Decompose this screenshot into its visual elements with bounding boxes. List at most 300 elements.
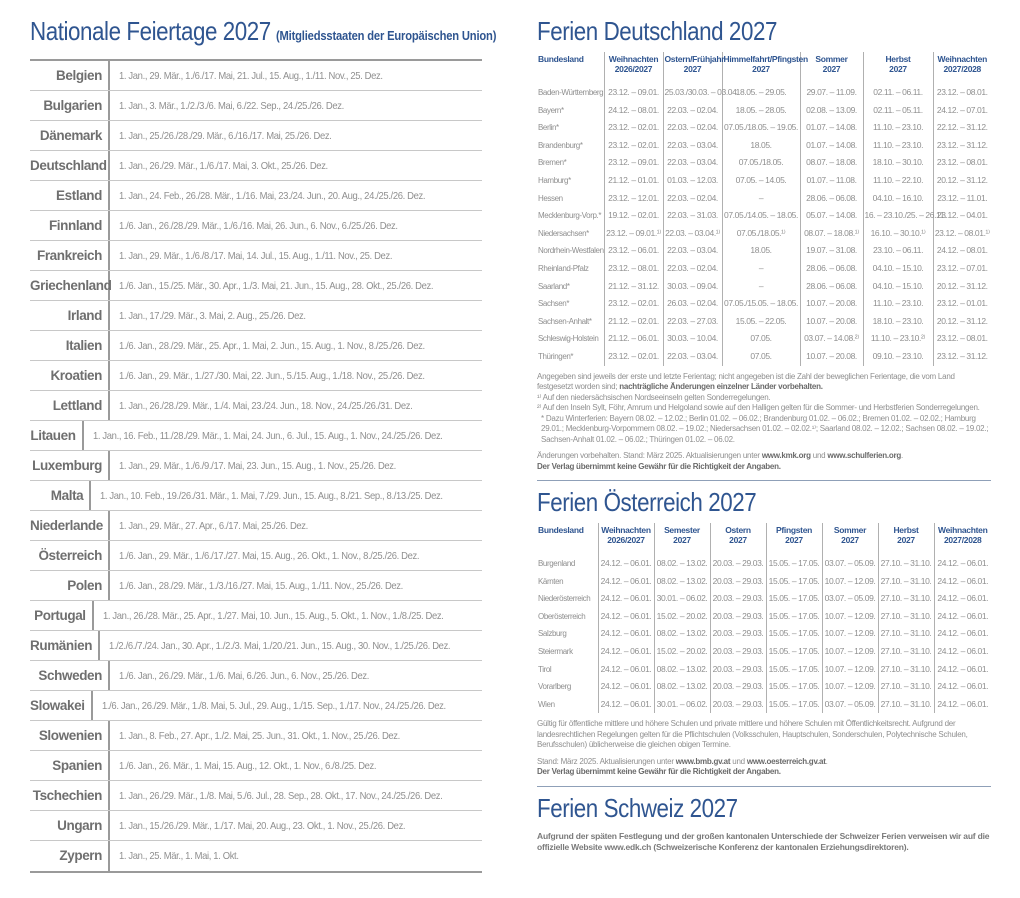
holiday-period: 08.02. – 13.02. [654, 573, 710, 591]
holiday-period: 07.05./18.05. [722, 154, 800, 172]
holiday-period: 21.12. – 01.01. [604, 172, 663, 190]
holiday-period: 23.12. – 02.01. [604, 119, 663, 137]
holiday-period: 10.07. – 12.09. [822, 625, 878, 643]
header-line-2: 2026/2027 [607, 535, 645, 545]
state-name: Berlin* [538, 123, 559, 133]
holiday-period: 28.06. – 06.08. [800, 190, 863, 208]
holiday-period: 24.12. – 06.01. [598, 696, 654, 714]
holiday-period: 02.08. – 13.09. [800, 102, 863, 120]
header-line-2: 2027 [729, 535, 747, 545]
holiday-dates: 1. Jan., 29. Mär., 1./6./9./17. Mai, 23. Jun., 15. Aug., 1. Nov., 25./26. Dez. [119, 460, 396, 472]
holiday-period: 07.05. [722, 348, 800, 366]
schulferien-link[interactable]: www.schulferien.org [827, 451, 901, 460]
state-name: Wien [538, 699, 555, 709]
holiday-period: 10.07. – 20.08. [800, 295, 863, 313]
holiday-period: – [722, 278, 800, 296]
holiday-period: 27.10. – 31.10. [878, 555, 934, 573]
holiday-period: 23.12. – 09.01.¹⁾ [604, 225, 663, 243]
holiday-period: 07.05./18.05. – 19.05. [722, 119, 800, 137]
update-suffix: . [825, 756, 828, 766]
holiday-row [30, 541, 482, 571]
header-line-1: Pfingsten [775, 525, 813, 535]
state-name: Nordrhein-Westfalen [538, 246, 604, 256]
holiday-period: 16.10. – 30.10.¹⁾ [863, 225, 933, 243]
holiday-dates: 1. Jan., 29. Mär., 27. Apr., 6./17. Mai, 25./26. Dez. [119, 520, 308, 532]
holiday-period: 28.06. – 06.08. [800, 260, 863, 278]
state-name: Brandenburg* [538, 140, 583, 150]
holiday-period: 20.03. – 29.03. [710, 573, 766, 591]
holiday-period: 23.12. – 02.01. [604, 348, 663, 366]
holiday-period: 07.05./14.05. – 18.05. [722, 207, 800, 225]
holiday-period: 24.12. – 06.01. [934, 678, 991, 696]
holiday-period: 23.12. – 11.01. [933, 190, 991, 208]
holiday-period: 22.03. – 03.04. [663, 154, 722, 172]
holiday-row [30, 811, 482, 841]
eu-holidays-subtitle: (Mitgliedsstaaten der Europäischen Union) [275, 28, 497, 43]
holiday-dates: 1. Jan., 26./28. Mär., 25. Apr., 1./27. Mai, 10. Jun., 15. Aug., 5. Okt., 1. Nov., 1./8./25. Dez. [102, 610, 444, 622]
holiday-period: 24.12. – 08.01. [933, 242, 991, 260]
title-text: Nationale Feiertage 2027 [30, 16, 271, 46]
table-row [537, 102, 991, 120]
holiday-period: 23.12. – 01.01. [933, 295, 991, 313]
holiday-period: 24.12. – 06.01. [934, 625, 991, 643]
holiday-row [30, 121, 482, 151]
country-name: Slowenien [30, 721, 110, 750]
header-line-2: 2027 [673, 535, 691, 545]
holiday-period: 05.07. – 14.08. [800, 207, 863, 225]
country-name: Griechenland [30, 271, 110, 300]
holiday-period: 20.03. – 29.03. [710, 625, 766, 643]
holiday-period: 18.05. – 28.05. [722, 102, 800, 120]
country-name: Niederlande [30, 511, 110, 540]
column-header [537, 523, 598, 555]
holiday-period: 10.07. – 12.09. [822, 573, 878, 591]
holiday-dates: 1. Jan., 15./26./29. Mär., 1./17. Mai, 20. Aug., 23. Okt., 1. Nov., 25./26. Dez. [119, 820, 406, 832]
holiday-period: 23.12. – 07.01. [933, 260, 991, 278]
header-row [537, 52, 991, 84]
header-line-2: 2027 [785, 535, 803, 545]
holiday-period: 26.03. – 02.04. [663, 295, 722, 313]
holiday-dates: 1. Jan., 29. Mär., 1./6./17. Mai, 21. Jul., 15. Aug., 1./11. Nov., 25. Dez. [119, 70, 383, 82]
holiday-row [30, 391, 482, 421]
table-row [537, 154, 991, 172]
holiday-period: 03.07. – 14.08.²⁾ [800, 330, 863, 348]
germany-disclaimer [537, 462, 991, 473]
column-header [822, 523, 878, 555]
country-name: Portugal [30, 601, 94, 630]
holiday-period: 07.05./15.05. – 18.05. [722, 295, 800, 313]
holiday-period: 07.05. [722, 330, 800, 348]
holiday-period: 24.12. – 06.01. [934, 643, 991, 661]
disclaimer-text: Der Verlag übernimmt keine Gewähr für die Richtigkeit der Angaben. [537, 767, 781, 777]
header-line-1: Herbst [885, 54, 911, 64]
holiday-period: – [722, 190, 800, 208]
holiday-row [30, 511, 482, 541]
country-name: Estland [30, 181, 110, 210]
holiday-period: 23.12. – 04.01. [933, 207, 991, 225]
holiday-period: 23.12. – 08.01. [933, 154, 991, 172]
holiday-period: 03.07. – 05.09. [822, 696, 878, 714]
holiday-period: 08.07. – 18.08. [800, 154, 863, 172]
holiday-dates: 1. Jan., 17./29. Mär., 3. Mai, 2. Aug., 25./26. Dez. [119, 310, 306, 322]
holiday-period: 20.03. – 29.03. [710, 696, 766, 714]
holiday-period: 23.12. – 06.01. [604, 242, 663, 260]
holiday-row [30, 361, 482, 391]
holiday-period: 21.12. – 31.12. [604, 278, 663, 296]
holiday-period: 21.12. – 02.01. [604, 313, 663, 331]
holiday-dates: 1. Jan., 26./29. Mär., 1./6./17. Mai, 3. Okt., 25./26. Dez. [119, 160, 328, 172]
header-line-1: Sommer [815, 54, 848, 64]
austria-holidays-table [537, 523, 991, 713]
holiday-period: 10.07. – 20.08. [800, 313, 863, 331]
holiday-period: 08.02. – 13.02. [654, 661, 710, 679]
holiday-period: 07.05. – 14.05. [722, 172, 800, 190]
holiday-period: 24.12. – 06.01. [934, 608, 991, 626]
holiday-period: 20.03. – 29.03. [710, 590, 766, 608]
update-prefix: Änderungen vorbehalten. Stand: März 2025. Aktualisierungen unter [537, 451, 760, 460]
holiday-period: 23.12. – 31.12. [933, 137, 991, 155]
holiday-period: 24.12. – 06.01. [598, 573, 654, 591]
state-name: Baden-Württemberg [538, 88, 604, 97]
country-name: Ungarn [30, 811, 110, 840]
country-name: Litauen [30, 421, 84, 450]
holiday-period: 24.12. – 06.01. [598, 661, 654, 679]
holiday-dates: 1./6. Jan., 26. Mär., 1. Mai, 15. Aug., 12. Okt., 1. Nov., 6./8./25. Dez. [119, 760, 377, 772]
holiday-period: 30.01. – 06.02. [654, 590, 710, 608]
table-row [537, 119, 991, 137]
holiday-dates: 1./6. Jan., 26./29. Mär., 1./8. Mai, 5. Jul., 29. Aug., 1./15. Sep., 1./17. Nov., 24./25./26. Dez. [101, 700, 446, 712]
holiday-period: 20.03. – 29.03. [710, 608, 766, 626]
holiday-dates: 1. Jan., 25. Mär., 1. Mai, 1. Okt. [119, 850, 239, 862]
holiday-period: 16. – 23.10./25. – 26.11. [863, 207, 933, 225]
holiday-period: 10.07. – 12.09. [822, 643, 878, 661]
column-header [863, 52, 933, 84]
country-name: Polen [30, 571, 110, 600]
country-name: Bulgarien [30, 91, 110, 120]
holiday-period: 24.12. – 06.01. [934, 555, 991, 573]
holiday-row [30, 481, 482, 511]
germany-holidays-table [537, 52, 991, 366]
oesterreich-link[interactable]: www.oesterreich.gv.at [746, 756, 826, 766]
holiday-period: 11.10. – 23.10. [863, 137, 933, 155]
holiday-period: 30.03. – 09.04. [663, 278, 722, 296]
header-line-1: Weihnachten [937, 54, 987, 64]
holiday-dates: 1./6. Jan., 28./29. Mär., 25. Apr., 1. Mai, 2. Jun., 15. Aug., 1. Nov., 8./25./26. Dez. [119, 340, 425, 352]
table-row [537, 225, 991, 243]
holiday-period: 18.10. – 23.10. [863, 313, 933, 331]
austria-disclaimer [537, 767, 991, 778]
germany-update-note [537, 451, 991, 462]
holiday-period: 30.01. – 06.02. [654, 696, 710, 714]
holiday-period: 24.12. – 06.01. [934, 661, 991, 679]
holiday-period: 20.03. – 29.03. [710, 555, 766, 573]
holiday-period: 23.12. – 09.01. [604, 84, 663, 102]
header-line-1: Bundesland [538, 525, 584, 535]
holiday-dates: 1./6. Jan., 29. Mär., 1./6./17./27. Mai, 15. Aug., 26. Okt., 1. Nov., 8./25./26. Dez. [119, 550, 420, 562]
bmb-link[interactable]: www.bmb.gv.at [675, 756, 731, 766]
header-line-1: Bundesland [538, 54, 584, 64]
holiday-row [30, 631, 482, 661]
holiday-period: 24.12. – 06.01. [934, 696, 991, 714]
holiday-period: 15.05. – 17.05. [766, 696, 822, 714]
country-name: Österreich [30, 541, 110, 570]
holiday-period: 02.11. – 06.11. [863, 84, 933, 102]
holiday-period: 18.05. – 29.05. [722, 84, 800, 102]
state-name: Bayern* [538, 105, 564, 115]
holiday-row [30, 211, 482, 241]
holiday-row [30, 331, 482, 361]
school-holidays-page [537, 14, 991, 853]
eu-holidays-table [30, 59, 482, 873]
holiday-period: 15.05. – 17.05. [766, 661, 822, 679]
state-name: Thüringen* [538, 351, 574, 361]
germany-notes [537, 372, 991, 473]
section-divider [537, 480, 991, 481]
holiday-row [30, 451, 482, 481]
holiday-period: 15.02. – 20.02. [654, 608, 710, 626]
holiday-dates: 1. Jan., 16. Feb., 11./28./29. Mär., 1. Mai, 24. Jun., 6. Jul., 15. Aug., 1. Nov., 24./25./26. Dez. [92, 430, 443, 442]
holiday-period: 20.12. – 31.12. [933, 278, 991, 296]
holiday-period: 04.10. – 15.10. [863, 260, 933, 278]
holiday-row [30, 421, 482, 451]
holiday-period: 20.03. – 29.03. [710, 643, 766, 661]
header-line-1: Weihnachten [608, 54, 659, 64]
holiday-period: 24.12. – 08.01. [604, 102, 663, 120]
header-line-2: 2027/2028 [943, 64, 981, 74]
holiday-period: 27.10. – 31.10. [878, 696, 934, 714]
table-row [537, 190, 991, 208]
table-row [537, 348, 991, 366]
holiday-period: 15.05. – 17.05. [766, 555, 822, 573]
country-name: Dänemark [30, 121, 110, 150]
state-name: Hamburg* [538, 175, 571, 185]
holiday-period: 18.05. [722, 242, 800, 260]
section-divider [537, 786, 991, 787]
holiday-row [30, 61, 482, 91]
country-name: Lettland [30, 391, 110, 420]
column-header [710, 523, 766, 555]
holiday-row [30, 751, 482, 781]
column-header [933, 52, 991, 84]
holiday-row [30, 691, 482, 721]
header-line-1: Herbst [893, 525, 919, 535]
austria-note: Gültig für öffentliche mittlere und höhere Schulen und private mittlere und höhere Schulen mit Öffentlichkeitsrecht. Aufgrund der landesrechtlichen Regelungen gelten für die Pflichtschulen (Volksschulen, Hauptschulen, Sonderschulen, Polytechnische Schulen, Berufsschulen) üblicherweise die gleichen obigen Termine. [537, 719, 968, 750]
holiday-period: 27.10. – 31.10. [878, 608, 934, 626]
column-header [663, 52, 725, 84]
table-row [537, 207, 991, 225]
holiday-period: 18.10. – 30.10. [863, 154, 933, 172]
holiday-period: 15.05. – 17.05. [766, 625, 822, 643]
country-name: Italien [30, 331, 110, 360]
holiday-period: 23.12. – 08.01.¹⁾ [933, 225, 991, 243]
holiday-period: 24.12. – 07.01. [933, 102, 991, 120]
country-name: Irland [30, 301, 110, 330]
state-name: Salzburg [538, 629, 567, 639]
state-name: Tirol [538, 664, 552, 674]
header-row [537, 523, 991, 555]
table-row [537, 573, 991, 591]
holiday-row [30, 601, 482, 631]
column-header [766, 523, 822, 555]
holiday-period: 09.10. – 23.10. [863, 348, 933, 366]
holiday-period: 23.12. – 09.01. [604, 154, 663, 172]
column-header [604, 52, 663, 84]
holiday-period: 24.12. – 06.01. [598, 625, 654, 643]
holiday-period: 11.10. – 23.10.²⁾ [863, 330, 933, 348]
table-row [537, 137, 991, 155]
header-line-1: Semester [664, 525, 700, 535]
column-header [598, 523, 654, 555]
footnote-2: ²⁾ Auf den Inseln Sylt, Föhr, Amrum und Helgoland sowie auf den Halligen gelten für die Sommer- und Herbstferien Sonderregelungen. [537, 403, 980, 412]
country-name: Rumänien [30, 631, 100, 660]
holiday-period: 11.10. – 23.10. [863, 295, 933, 313]
table-row [537, 625, 991, 643]
holiday-dates: 1./6. Jan., 26./28./29. Mär., 1./6./16. Mai, 26. Jun., 6. Nov., 6./25./26. Dez. [119, 220, 398, 232]
holiday-period: 15.05. – 17.05. [766, 608, 822, 626]
table-row [537, 608, 991, 626]
holiday-period: 21.12. – 06.01. [604, 330, 663, 348]
holiday-dates: 1./6. Jan., 29. Mär., 1./27./30. Mai, 22. Jun., 5./15. Aug., 1./18. Nov., 25./26. Dez. [119, 370, 425, 382]
column-header [878, 523, 934, 555]
holiday-period: 22.03. – 31.03. [663, 207, 722, 225]
country-name: Frankreich [30, 241, 110, 270]
austria-update-note [537, 757, 991, 768]
country-name: Finnland [30, 211, 110, 240]
update-and: und [732, 756, 745, 766]
holiday-row [30, 841, 482, 871]
holiday-period: 01.07. – 14.08. [800, 119, 863, 137]
holiday-period: 27.10. – 31.10. [878, 678, 934, 696]
column-header [654, 523, 710, 555]
holiday-period: 22.03. – 02.04. [663, 102, 722, 120]
austria-notes [537, 719, 991, 778]
country-name: Zypern [30, 841, 110, 871]
header-line-1: Ostern [725, 525, 751, 535]
holiday-period: 24.12. – 06.01. [598, 643, 654, 661]
holiday-period: 24.12. – 06.01. [934, 590, 991, 608]
state-name: Burgenland [538, 559, 575, 568]
holiday-dates: 1. Jan., 25./26./28./29. Mär., 6./16./17. Mai, 25./26. Dez. [119, 130, 332, 142]
holiday-period: 22.03. – 03.04. [663, 348, 722, 366]
holiday-period: 25.03./30.03. – 03.04. [663, 84, 722, 102]
update-suffix: . [901, 451, 903, 460]
holiday-row [30, 571, 482, 601]
table-row [537, 678, 991, 696]
holiday-period: 27.10. – 31.10. [878, 573, 934, 591]
header-line-1: Sommer [833, 525, 867, 535]
holiday-period: 27.10. – 31.10. [878, 661, 934, 679]
header-line-2: 2027 [822, 64, 841, 74]
holiday-period: 27.10. – 31.10. [878, 625, 934, 643]
country-name: Kroatien [30, 361, 110, 390]
holiday-period: 29.07. – 11.09. [800, 84, 863, 102]
holiday-period: 23.12. – 02.01. [604, 295, 663, 313]
holiday-row [30, 301, 482, 331]
state-name: Niederösterreich [538, 594, 591, 604]
holiday-period: 19.07. – 31.08. [800, 242, 863, 260]
state-name: Mecklenburg-Vorp.* [538, 211, 602, 221]
table-row [537, 242, 991, 260]
disclaimer-text: Der Verlag übernimmt keine Gewähr für die Richtigkeit der Angaben. [537, 461, 781, 471]
note-text: Angegeben sind jeweils der erste und letzte Ferientag; nicht angegeben ist die Zahl der beweglichen Ferientage, die vom Land festgesetzt worden sind; [537, 371, 955, 391]
holiday-period: 15.05. – 17.05. [766, 573, 822, 591]
state-name: Oberösterreich [538, 611, 586, 621]
holiday-period: 24.12. – 06.01. [598, 590, 654, 608]
country-name: Malta [30, 481, 91, 510]
country-name: Belgien [30, 61, 110, 90]
holiday-period: 01.07. – 14.08. [800, 137, 863, 155]
holiday-period: 15.05. – 17.05. [766, 590, 822, 608]
holiday-period: 19.12. – 02.01. [604, 207, 663, 225]
holiday-period: 02.11. – 05.11. [863, 102, 933, 120]
holiday-dates: 1. Jan., 3. Mär., 1./2./3./6. Mai, 6./22. Sep., 24./25./26. Dez. [119, 100, 344, 112]
holiday-period: 23.12. – 31.12. [933, 348, 991, 366]
table-row [537, 590, 991, 608]
holiday-period: 01.07. – 11.08. [800, 172, 863, 190]
update-and: und [812, 451, 826, 460]
column-header [800, 52, 863, 84]
header-line-1: Himmelfahrt/Pfingsten [723, 54, 808, 64]
table-row [537, 260, 991, 278]
holiday-period: 20.03. – 29.03. [710, 661, 766, 679]
holiday-period: 27.10. – 31.10. [878, 590, 934, 608]
holiday-period: 24.12. – 06.01. [934, 573, 991, 591]
germany-title: Ferien Deutschland 2027 [537, 16, 777, 46]
table-row [537, 313, 991, 331]
holiday-period: 24.12. – 06.01. [598, 608, 654, 626]
column-header [537, 52, 604, 84]
holiday-period: 15.05. – 17.05. [766, 678, 822, 696]
holiday-period: 10.07. – 12.09. [822, 608, 878, 626]
holiday-period: 08.07. – 18.08.¹⁾ [800, 225, 863, 243]
holiday-period: 18.05. [722, 137, 800, 155]
holiday-row [30, 151, 482, 181]
holiday-dates: 1./6. Jan., 15./25. Mär., 30. Apr., 1./3. Mai, 21. Jun., 15. Aug., 28. Okt., 25./26. Dez. [119, 280, 434, 292]
footnote-1: ¹⁾ Auf den niedersächsischen Nordseeinseln gelten Sonderregelungen. [537, 392, 771, 402]
footnote-winter: * Dazu Winterferien: Bayern 08.02. – 12.02.; Berlin 01.02. – 06.02.; Brandenburg 01.02. – 06.02.; Bremen 01.02. – 02.02.; Hamburg 29.01.; Mecklenburg-Vorpommern 08.02. – 19.02.; Niedersachsen 01.02. – 02.02.¹⁾; Saarland 08.02. – 12.02.; Sachsen 08.02. – 19.02.; Sachsen-Anhalt 01.02. – 06.02.; Thüringen 01.02. – 06.02. [541, 413, 989, 444]
holiday-period: 23.12. – 12.01. [604, 190, 663, 208]
state-name: Vorarlberg [538, 682, 571, 692]
holiday-period: 08.02. – 13.02. [654, 555, 710, 573]
holiday-period: 20.12. – 31.12. [933, 172, 991, 190]
kmk-link[interactable]: www.kmk.org [761, 451, 811, 460]
holiday-dates: 1. Jan., 8. Feb., 27. Apr., 1./2. Mai, 25. Jun., 31. Okt., 1. Nov., 25./26. Dez. [119, 730, 400, 742]
header-line-1: Weihnachten [938, 525, 988, 535]
holiday-period: 24.12. – 06.01. [598, 555, 654, 573]
holiday-period: 03.07. – 05.09. [822, 555, 878, 573]
country-name: Luxemburg [30, 451, 110, 480]
country-name: Schweden [30, 661, 110, 690]
holiday-period: 23.12. – 08.01. [933, 84, 991, 102]
table-row [537, 661, 991, 679]
holiday-period: 22.03. – 03.04.¹⁾ [663, 225, 722, 243]
holiday-dates: 1./6. Jan., 26./29. Mär., 1./6. Mai, 6./26. Jun., 6. Nov., 25./26. Dez. [119, 670, 370, 682]
holiday-period: 23.12. – 02.01. [604, 137, 663, 155]
header-line-2: 2027 [841, 535, 859, 545]
holiday-period: 28.06. – 06.08. [800, 278, 863, 296]
holiday-period: 11.10. – 22.10. [863, 172, 933, 190]
holiday-period: 10.07. – 12.09. [822, 678, 878, 696]
country-name: Deutschland [30, 151, 110, 180]
holiday-period: 22.03. – 03.04. [663, 137, 722, 155]
table-row [537, 278, 991, 296]
table-row [537, 696, 991, 714]
note-bold-text: nachträgliche Änderungen einzelner Länder vorbehalten. [619, 382, 823, 391]
switzerland-title: Ferien Schweiz 2027 [537, 792, 738, 823]
holiday-row [30, 181, 482, 211]
holiday-period: 01.03. – 12.03. [663, 172, 722, 190]
state-name: Niedersachsen* [538, 228, 589, 238]
